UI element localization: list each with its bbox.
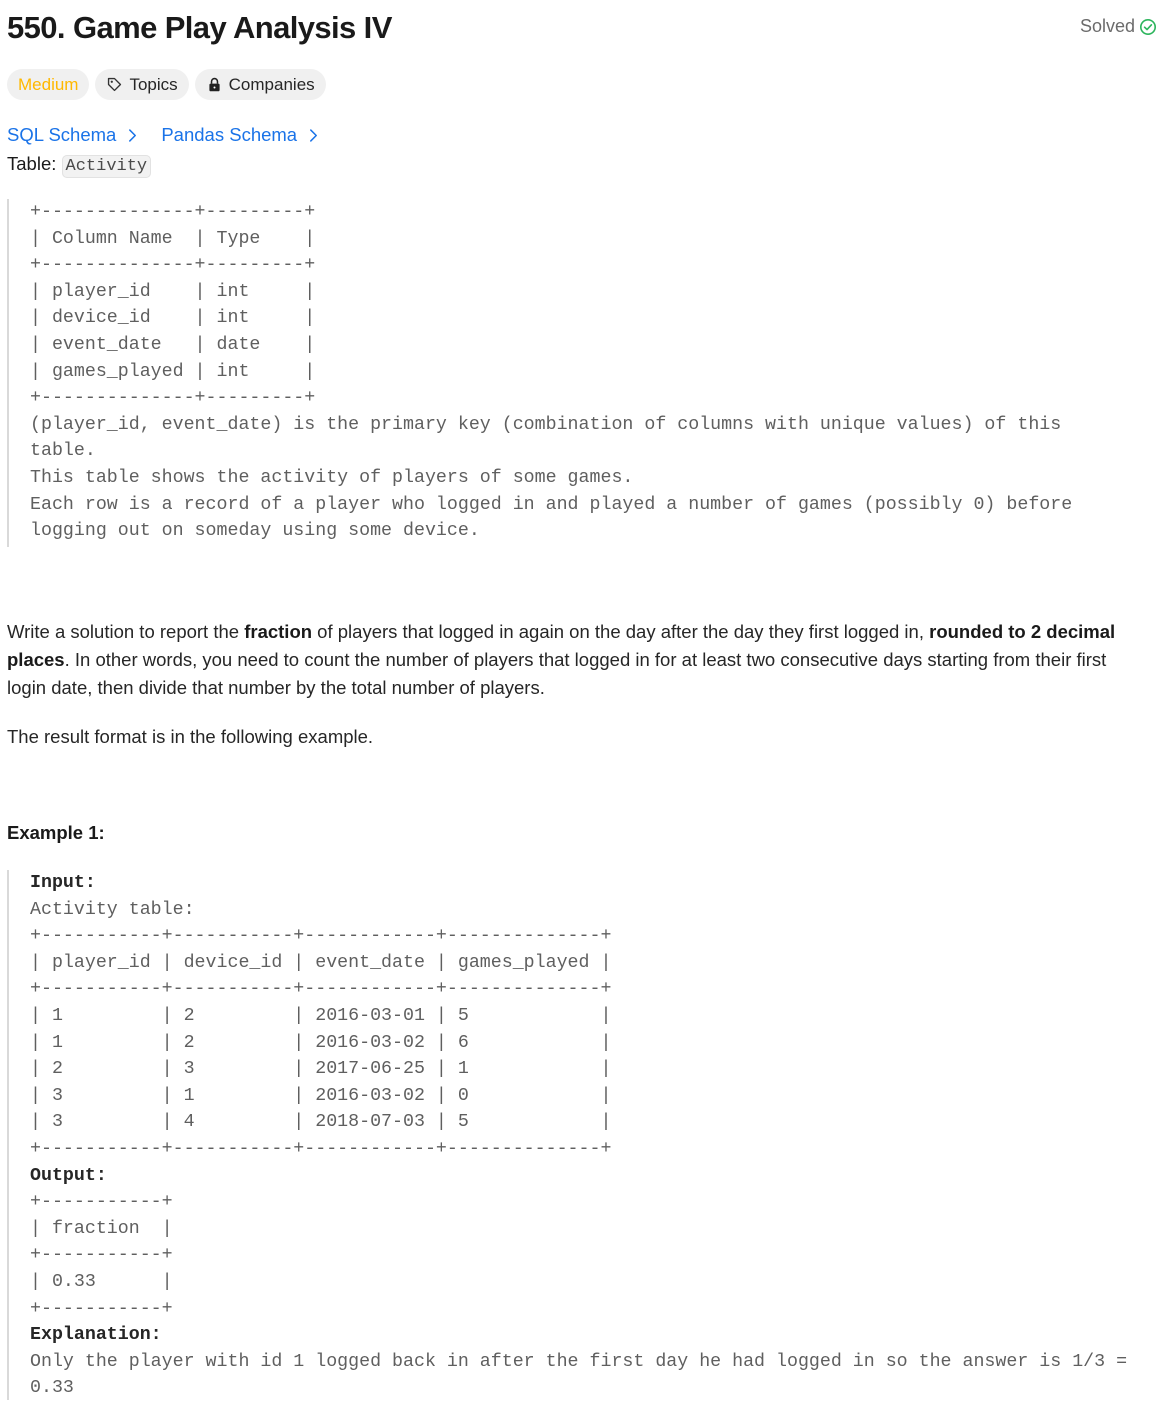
- lock-icon: [206, 76, 223, 93]
- tag-icon: [106, 76, 123, 93]
- solved-label: Solved: [1079, 16, 1135, 36]
- example-code-block: [7, 870, 1166, 1400]
- table-name-code: Activity: [62, 155, 152, 178]
- sql-schema-link[interactable]: [7, 124, 139, 146]
- topics-label: Topics: [129, 74, 178, 94]
- chevron-right-icon: [126, 129, 139, 142]
- tag-row: [7, 69, 326, 100]
- desc-bold-fraction: fraction: [244, 621, 313, 642]
- sql-schema-label: SQL Schema: [7, 124, 117, 145]
- table-prefix: Table:: [7, 153, 62, 174]
- schema-links: [7, 124, 320, 146]
- result-format-paragraph: The result format is in the following example.: [7, 726, 374, 747]
- example-heading: Example 1:: [7, 822, 105, 843]
- title-row: [7, 8, 1157, 48]
- difficulty-badge: [7, 69, 89, 100]
- solved-status: [1080, 16, 1157, 37]
- pandas-schema-link[interactable]: [161, 124, 320, 146]
- desc-text-1: Write a solution to report the: [7, 621, 245, 642]
- desc-bold-rounded: rounded to 2 decimal places: [7, 621, 1116, 670]
- input-label: Input:: [30, 873, 96, 893]
- input-body: Activity table: +-----------+-----------+------------+--------------+ | player_id | device_id | event_date | games_played | +-----------+-----------+------------+--------------+ | 1 | 2 | 2016-03-01 | 5 | | 1 | 2 | 2016-03-02 | 6 | | 2 | 3 | 2017-06-25 | 1 | | 3 | 1 | 2016-03-02 | 0 | | 3 | 4 | 2018-07-03 | 5 | +-----------+-----------+------------+--------------+: [30, 899, 612, 1159]
- pandas-schema-label: Pandas Schema: [161, 124, 298, 145]
- schema-code-block: +--------------+---------+ | Column Name | Type | +--------------+---------+ | player_id | int | | device_id | int | | event_date | date | | games_played | int | +--------------+---------+ (player_id, event_date) is the primary key (combination of columns with unique values) of this table. This table shows the activity of players of some games. Each row is a record of a player who logged in and played a number of games (possibly 0) before logging out on someday using some device.: [7, 199, 1166, 547]
- problem-title[interactable]: 550. Game Play Analysis IV: [7, 10, 392, 45]
- desc-text-2: of players that logged in again on the day after the day they first logged in,: [312, 621, 930, 642]
- explanation-body: Only the player with id 1 logged back in after the first day he had logged in so the answer is 1/3 = 0.33: [30, 1351, 1128, 1399]
- topics-button[interactable]: [95, 69, 188, 100]
- explanation-label: Explanation:: [30, 1325, 162, 1346]
- output-body: +-----------+ | fraction | +-----------+ | 0.33 | +-----------+: [30, 1192, 173, 1319]
- companies-label: Companies: [228, 74, 315, 94]
- difficulty-label: Medium: [18, 74, 79, 94]
- companies-button[interactable]: [195, 69, 326, 100]
- check-circle-icon: [1139, 18, 1157, 36]
- description-paragraph: [7, 618, 1147, 702]
- desc-text-3: . In other words, you need to count the number of players that logged in for at least two consecutive days starting from their first login date, then divide that number by the total number of players.: [7, 649, 1107, 698]
- output-label: Output:: [30, 1165, 107, 1186]
- chevron-right-icon: [307, 129, 320, 142]
- table-line: [7, 153, 151, 176]
